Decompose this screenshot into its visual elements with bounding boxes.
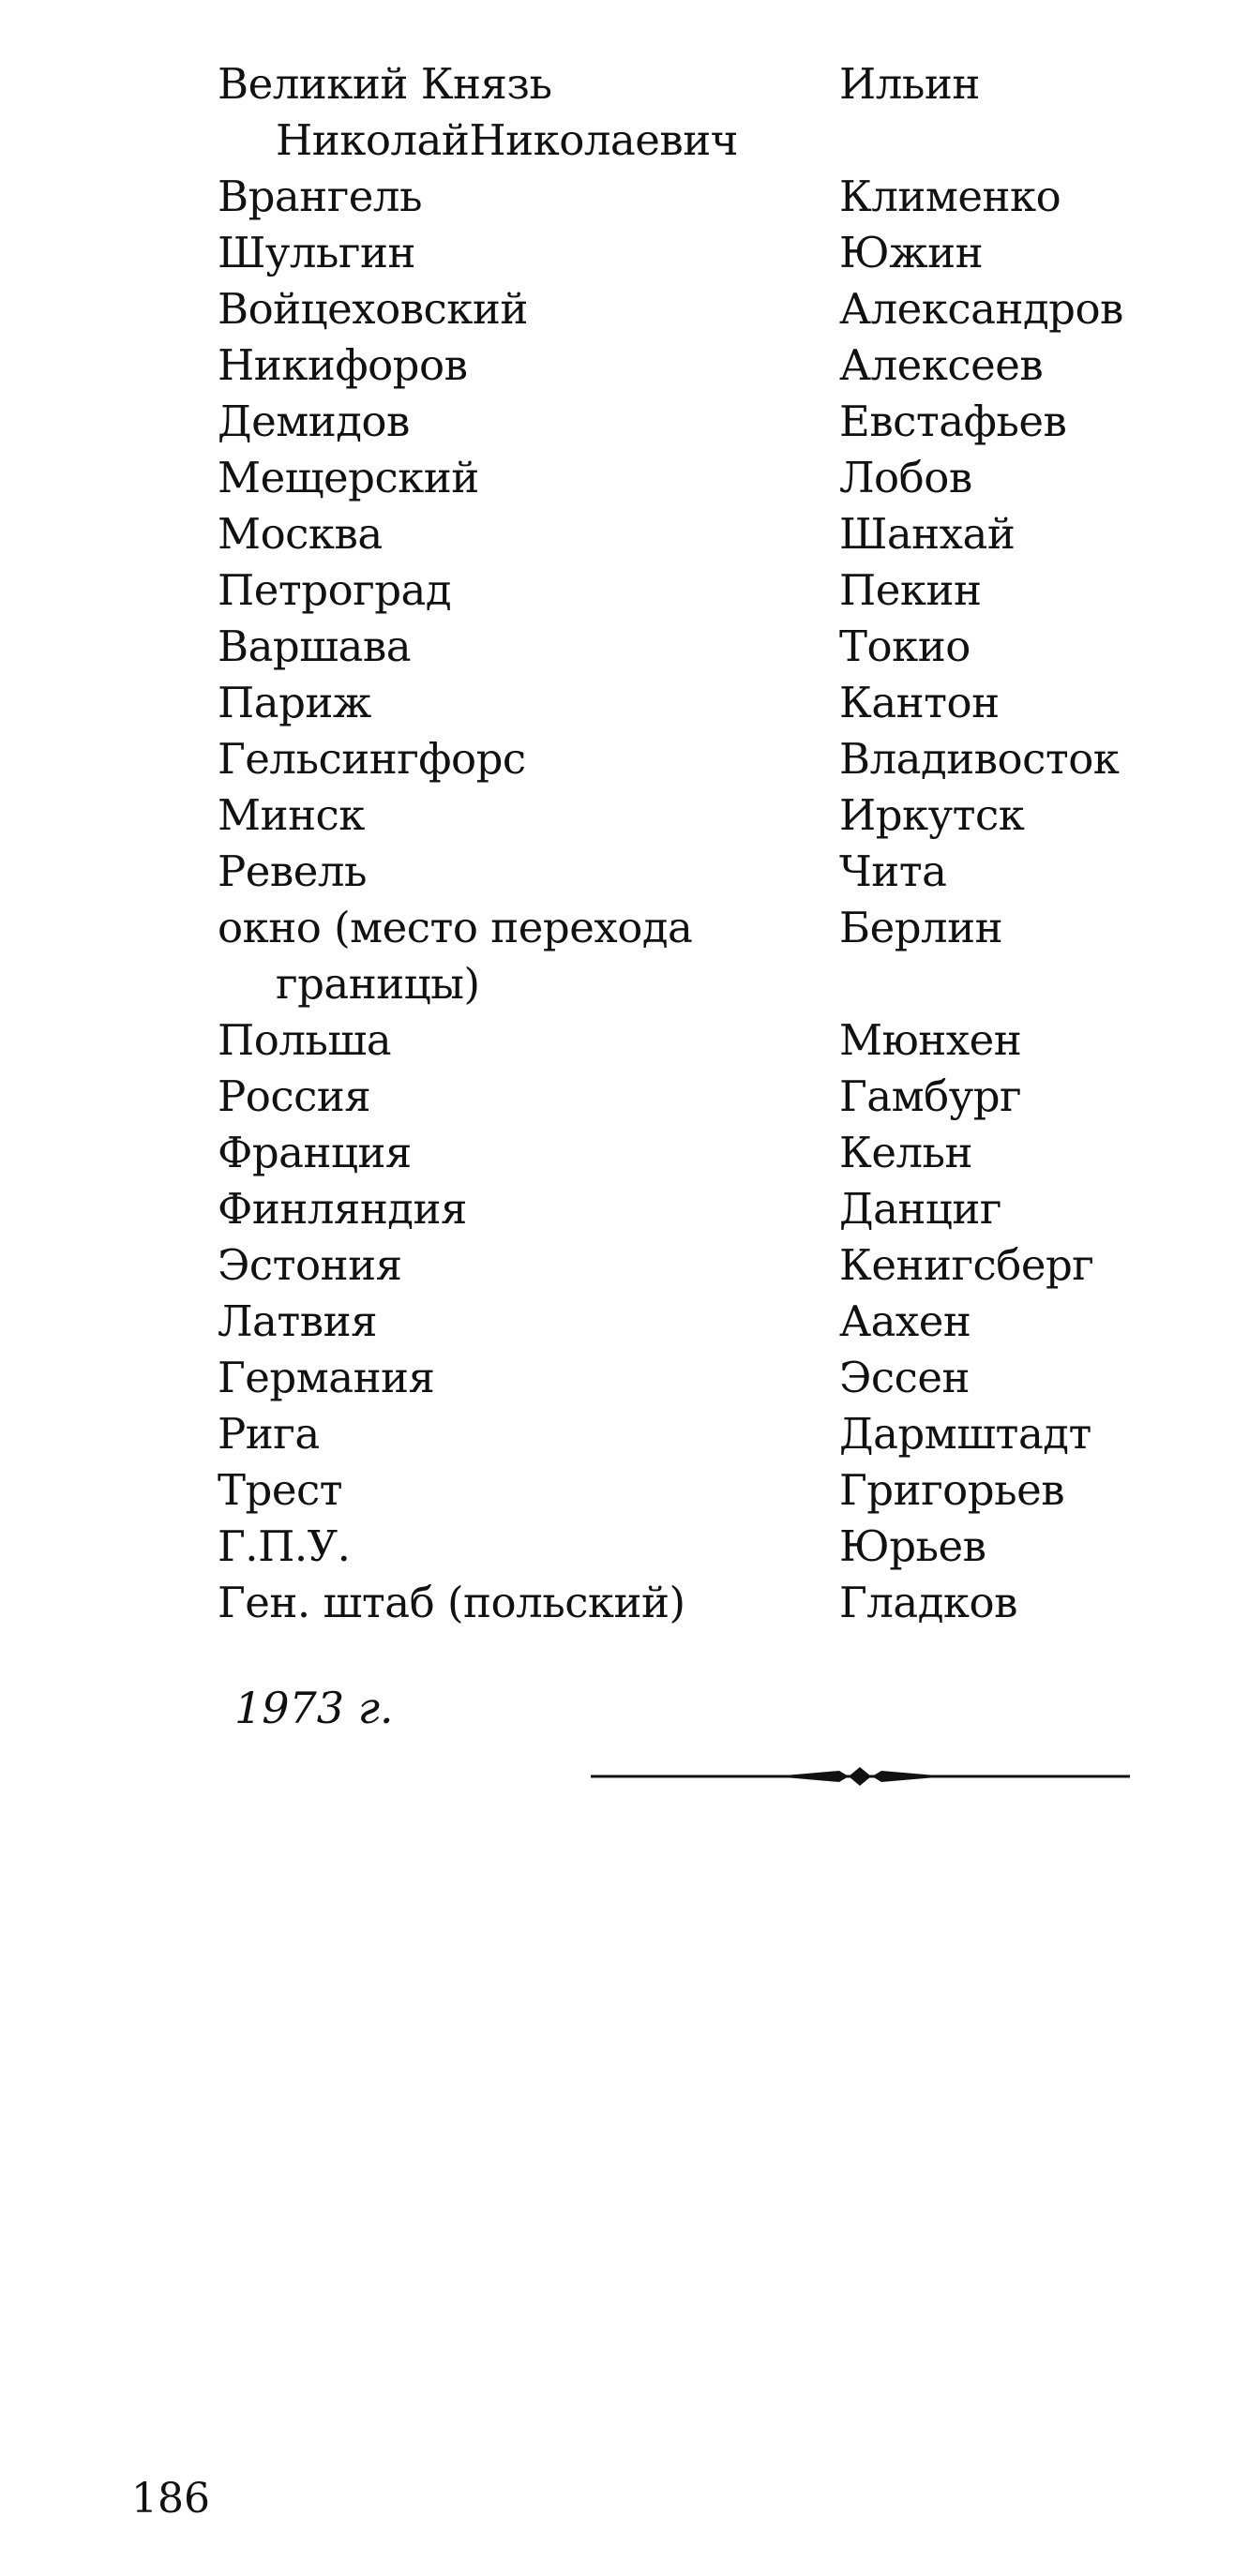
left-entry: Демидов (218, 397, 410, 446)
right-entry: Юрьев (839, 1521, 986, 1571)
left-entry: Врангель (218, 172, 422, 221)
right-entry: Кенигсберг (839, 1240, 1094, 1290)
right-entry: Клименко (839, 172, 1061, 221)
left-entry: Трест (218, 1465, 343, 1515)
right-entry: Лобов (839, 453, 972, 502)
left-entry: Петроград (218, 565, 452, 615)
right-spacer (839, 956, 1214, 1012)
left-entry: Германия (218, 1353, 435, 1402)
left-entry: Эстония (218, 1240, 402, 1290)
right-spacer (839, 112, 1214, 169)
right-entry: Шанхай (839, 509, 1016, 559)
date-signature: 1973 г. (234, 1683, 394, 1733)
right-entry: Григорьев (839, 1465, 1065, 1515)
right-entry: Токио (839, 622, 971, 671)
left-entry: Финляндия (218, 1184, 467, 1234)
left-entry: Г.П.У. (218, 1521, 351, 1571)
left-entry-continuation: границы) (276, 959, 480, 1009)
left-entry-continuation: НиколайНиколаевич (276, 115, 738, 165)
left-entry: Ревель (218, 846, 367, 896)
left-entry: Рига (218, 1409, 320, 1459)
right-entry: Аахен (839, 1296, 971, 1346)
left-entry: Войцеховский (218, 284, 528, 334)
right-entry: Кельн (839, 1128, 973, 1177)
left-entry: Россия (218, 1071, 371, 1121)
left-entry: Москва (218, 509, 383, 559)
right-entry: Кантон (839, 678, 1000, 727)
left-entry-text: Великий Князь (218, 59, 552, 109)
right-entry: Гладков (839, 1578, 1017, 1627)
right-entry: Гамбург (839, 1071, 1022, 1121)
right-entry: Чита (839, 846, 947, 896)
right-entry: Алексеев (839, 340, 1044, 390)
left-entry-text: окно (место перехода (218, 903, 693, 952)
right-entry: Евстафьев (839, 397, 1067, 446)
right-entry: Ильин (839, 59, 980, 109)
right-entry: Данциг (839, 1184, 1001, 1234)
page-number: 186 (131, 2475, 210, 2523)
left-entry: Ген. штаб (польский) (218, 1578, 685, 1627)
left-entry: Минск (218, 790, 365, 840)
left-entry: Варшава (218, 622, 412, 671)
code-names-left-column (218, 56, 818, 1631)
decorative-divider-ornament (591, 1762, 1130, 1790)
left-entry: Шульгин (218, 228, 415, 277)
right-entry: Эссен (839, 1353, 970, 1402)
left-entry: Гельсингфорс (218, 734, 526, 784)
right-entry: Южин (839, 228, 984, 277)
right-entry: Иркутск (839, 790, 1025, 840)
left-entry: Латвия (218, 1296, 377, 1346)
right-entry: Владивосток (839, 734, 1120, 784)
left-entry: Париж (218, 678, 371, 727)
right-entry: Дармштадт (839, 1409, 1091, 1459)
left-entry: Польша (218, 1015, 392, 1065)
left-entry (218, 56, 818, 169)
left-entry: Мещерский (218, 453, 479, 502)
code-names-right-column (839, 56, 1214, 1631)
left-entry (218, 900, 818, 1012)
left-entry: Франция (218, 1128, 412, 1177)
right-entry: Александров (839, 284, 1123, 334)
left-entry: Никифоров (218, 340, 468, 390)
right-entry: Берлин (839, 903, 1003, 952)
right-entry: Мюнхен (839, 1015, 1022, 1065)
right-entry: Пекин (839, 565, 982, 615)
